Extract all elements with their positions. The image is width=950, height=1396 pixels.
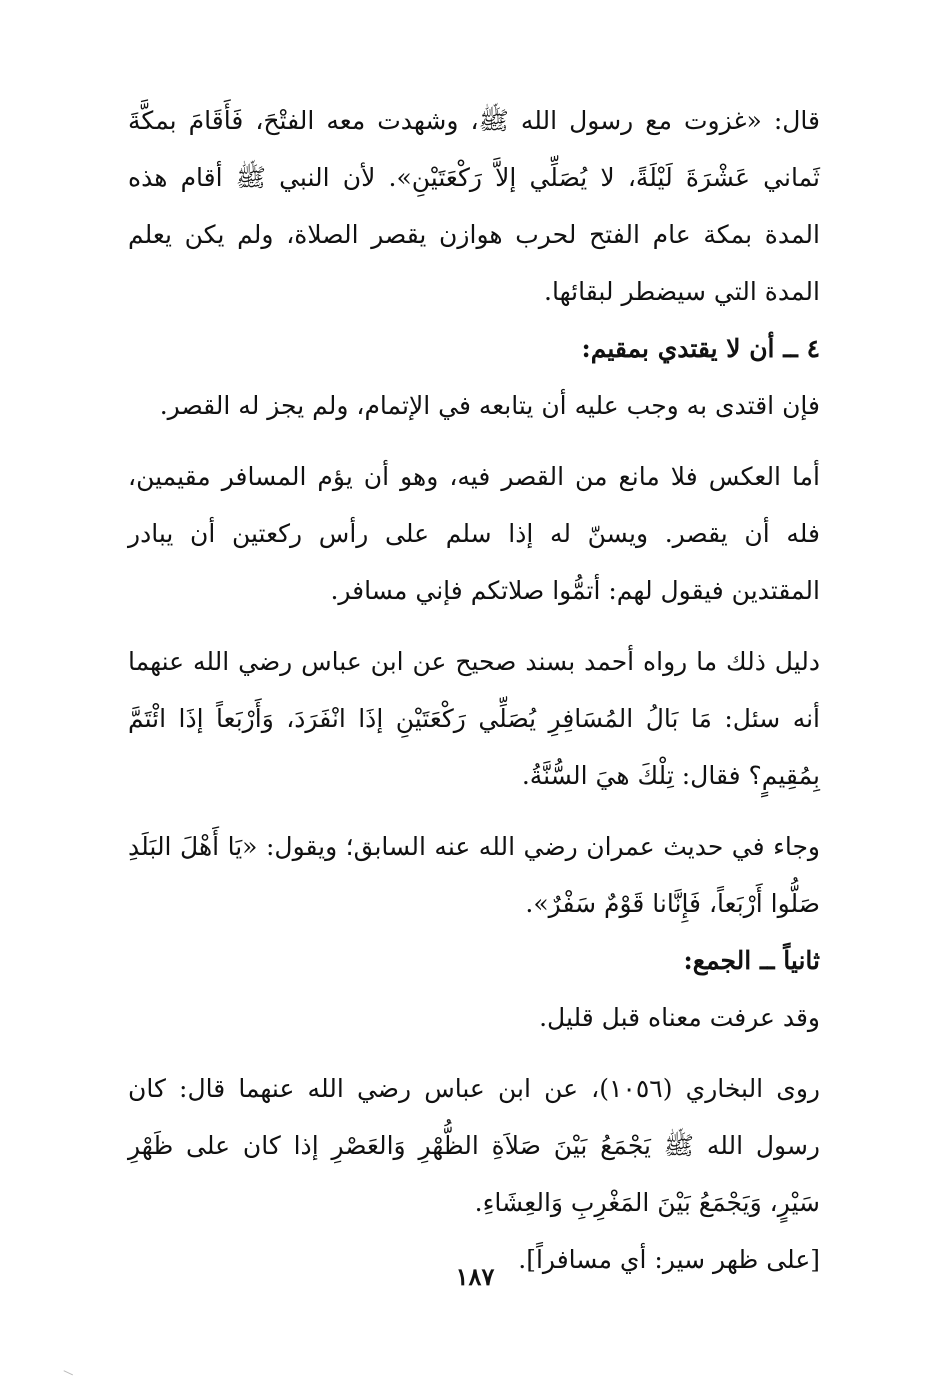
paragraph-imran-hadith: وجاء في حديث عمران رضي الله عنه السابق؛ ويقول: «يَا أَهْلَ البَلَدِ صَلُّوا أَرْبَعاً، فَإِنَّانا قَوْمٌ سَفْرٌ». <box>128 832 820 918</box>
paragraph-jam-meaning: وقد عرفت معناه قبل قليل. <box>539 1003 820 1032</box>
paragraph-itmam: فإن اقتدى به وجب عليه أن يتابعه في الإتمام، ولم يجز له القصر. <box>159 391 820 420</box>
section-heading-jam: ثانياً ــ الجمع: <box>683 946 820 975</box>
paragraph-note: [على ظهر سير: أي مسافراً]. <box>518 1245 820 1274</box>
section-heading-iqtida: ٤ ــ أن لا يقتدي بمقيم: <box>581 334 820 363</box>
paragraph-hadith-makkah: قال: «غزوت مع رسول الله ﷺ، وشهدت معه الفتْحَ، فَأَقَامَ بمكَّةَ ثَماني عَشْرَةَ لَيْلَةً، لا يُصَلِّي إلاَّ رَكْعَتَيْنِ». لأن النبي ﷺ أقام هذه المدة بمكة عام الفتح لحرب هوازن يقصر الصلاة، ولم يكن يعلم المدة التي سيضطر لبقائها. <box>128 106 820 306</box>
paragraph-bukhari: روى البخاري (١٠٥٦)، عن ابن عباس رضي الله عنهما قال: كان رسول الله ﷺ يَجْمَعُ بَيْنَ صَلاَةِ الظُّهْرِ وَالعَصْرِ إذا كان على ظَهْرِ سَيْرٍ، وَيَجْمَعُ بَيْنَ المَغْرِبِ وَالعِشَاءِ. <box>128 1074 820 1217</box>
page-body <box>128 92 820 1288</box>
page-number: ١٨٧ <box>455 1262 495 1291</box>
paragraph-dalil-ahmad: دليل ذلك ما رواه أحمد بسند صحيح عن ابن عباس رضي الله عنهما أنه سئل: مَا بَالُ المُسَافِرِ يُصَلِّي رَكْعَتَيْنِ إذَا انْفَرَدَ، وَأَرْبَعاً إذَا ائْتَمَّ بِمُقِيمٍ؟ فقال: تِلْكَ هيَ السُّنَّةُ. <box>128 647 820 790</box>
paragraph-musafir-imam: أما العكس فلا مانع من القصر فيه، وهو أن يؤم المسافر مقيمين، فله أن يقصر. ويسنّ له إذا سلم على رأس ركعتين أن يبادر المقتدين فيقول لهم: أتمُّوا صلاتكم فإني مسافر. <box>128 462 820 605</box>
scan-mark <box>61 1370 73 1381</box>
